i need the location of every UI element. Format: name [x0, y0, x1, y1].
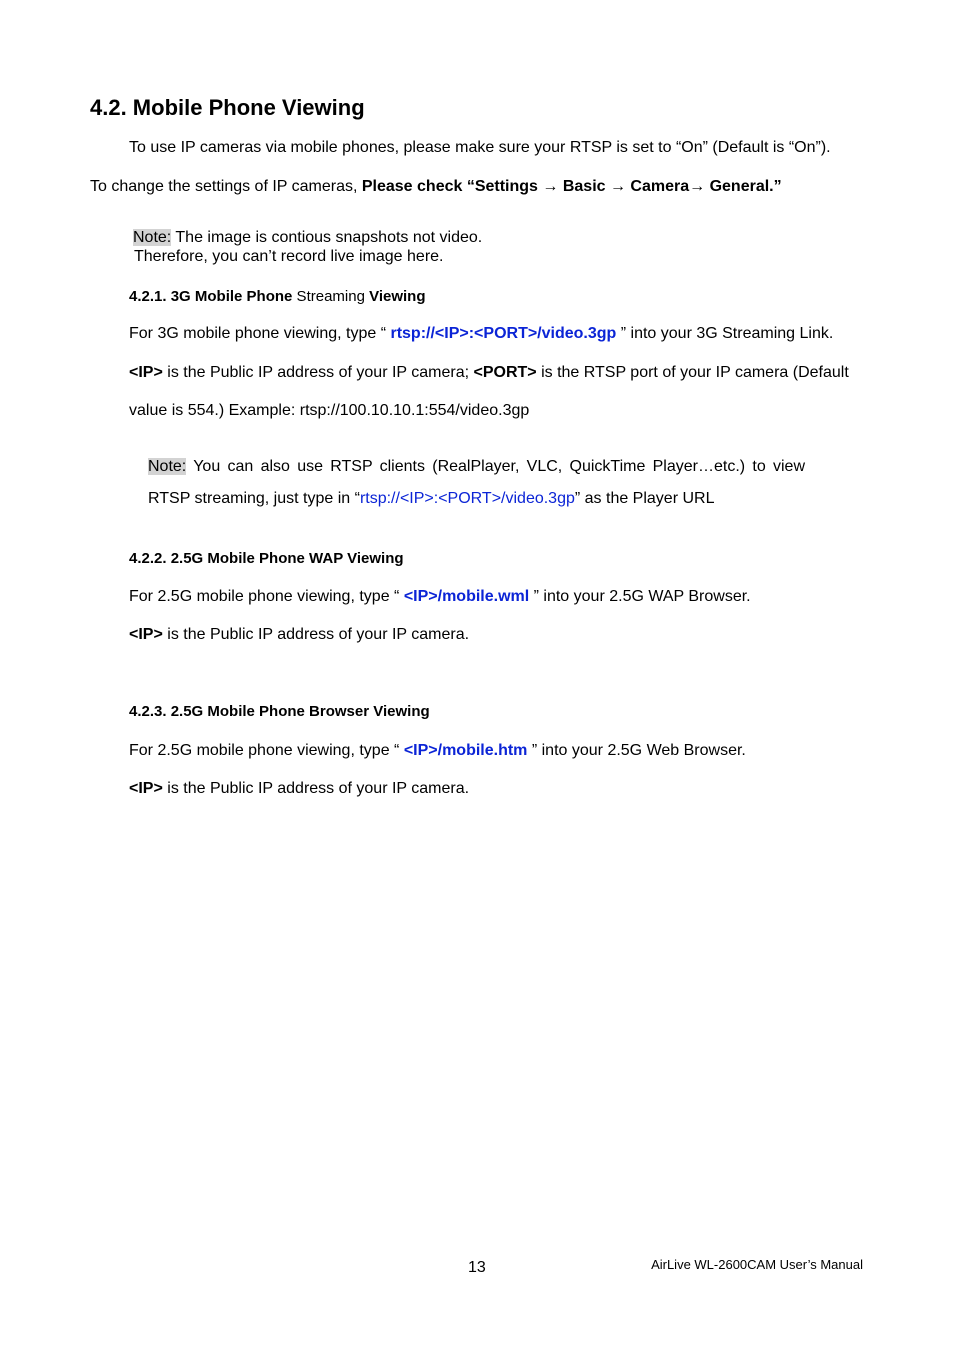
heading-4-2-3: 4.2.3. 2.5G Mobile Phone Browser Viewing	[129, 703, 430, 720]
heading-4-2-2: 4.2.2. 2.5G Mobile Phone WAP Viewing	[129, 550, 404, 567]
s422-line2-post: is the Public IP address of your IP camera.	[162, 626, 470, 643]
note1-line1	[133, 228, 482, 247]
page-number: 13	[468, 1259, 486, 1276]
note1-text1: The image is contious snapshots not video.	[171, 229, 483, 246]
s421-ip-token: <IP>	[129, 364, 163, 381]
note2-label: Note:	[148, 458, 187, 475]
note2-line1	[148, 457, 805, 476]
note1-line2: Therefore, you can’t record live image here.	[134, 248, 444, 265]
note2-text1: You can also use RTSP clients (RealPlayer, VLC, QuickTime Player…etc.) to view	[186, 458, 805, 475]
s421-line1	[129, 324, 833, 343]
s421-line3: value is 554.) Example: rtsp://100.10.10.1:554/video.3gp	[129, 402, 530, 419]
s421-line1-pre: For 3G mobile phone viewing, type “	[129, 325, 391, 342]
s421-port-token: <PORT>	[473, 364, 537, 381]
heading-4-2-1-bold2: Viewing	[369, 288, 426, 305]
s421-line2-post: is the RTSP port of your IP camera (Default	[536, 364, 849, 381]
heading-4-2-1-bold1: 3G Mobile Phone	[170, 288, 293, 305]
s423-line1-pre: For 2.5G mobile phone viewing, type “	[129, 742, 404, 759]
s422-line1-pre: For 2.5G mobile phone viewing, type “	[129, 588, 404, 605]
s422-line1	[129, 587, 751, 606]
note2-text2-pre: RTSP streaming, just type in “	[148, 490, 360, 507]
s423-line2	[129, 779, 469, 798]
s422-ip-token: <IP>	[129, 626, 163, 643]
note1-label: Note:	[133, 229, 172, 246]
s423-ip-token: <IP>	[129, 780, 163, 797]
heading-4-2-1-normal: Streaming	[292, 288, 370, 305]
footer-manual-title: AirLive WL-2600CAM User’s Manual	[651, 1257, 863, 1272]
page-title: 4.2. Mobile Phone Viewing	[90, 95, 365, 120]
note2-line2	[148, 489, 714, 508]
intro-settings-path: Please check “Settings → Basic → Camera→ General.”	[361, 178, 782, 195]
s421-rtsp-link[interactable]: rtsp://<IP>:<PORT>/video.3gp	[390, 325, 617, 342]
s421-line1-post: ” into your 3G Streaming Link.	[616, 325, 834, 342]
intro-rtsp-line: To use IP cameras via mobile phones, please make sure your RTSP is set to “On” (Default is “On”).	[129, 139, 831, 156]
note2-text2-post: ” as the Player URL	[574, 490, 715, 507]
s422-line1-post: ” into your 2.5G WAP Browser.	[529, 588, 751, 605]
heading-4-2-1	[129, 288, 426, 306]
s423-htm-link[interactable]: <IP>/mobile.htm	[403, 742, 528, 759]
s423-line1	[129, 741, 746, 760]
s422-wml-link[interactable]: <IP>/mobile.wml	[403, 588, 530, 605]
s421-line2	[129, 363, 849, 382]
s423-line2-post: is the Public IP address of your IP camera.	[162, 780, 470, 797]
intro-settings-line	[90, 177, 782, 196]
s422-line2	[129, 625, 469, 644]
intro-settings-prefix: To change the settings of IP cameras,	[90, 178, 362, 195]
s423-line1-post: ” into your 2.5G Web Browser.	[527, 742, 746, 759]
heading-4-2-1-num: 4.2.1.	[129, 288, 171, 305]
note2-rtsp-link[interactable]: rtsp://<IP>:<PORT>/video.3gp	[359, 490, 575, 507]
s421-line2-mid: is the Public IP address of your IP camera;	[162, 364, 474, 381]
